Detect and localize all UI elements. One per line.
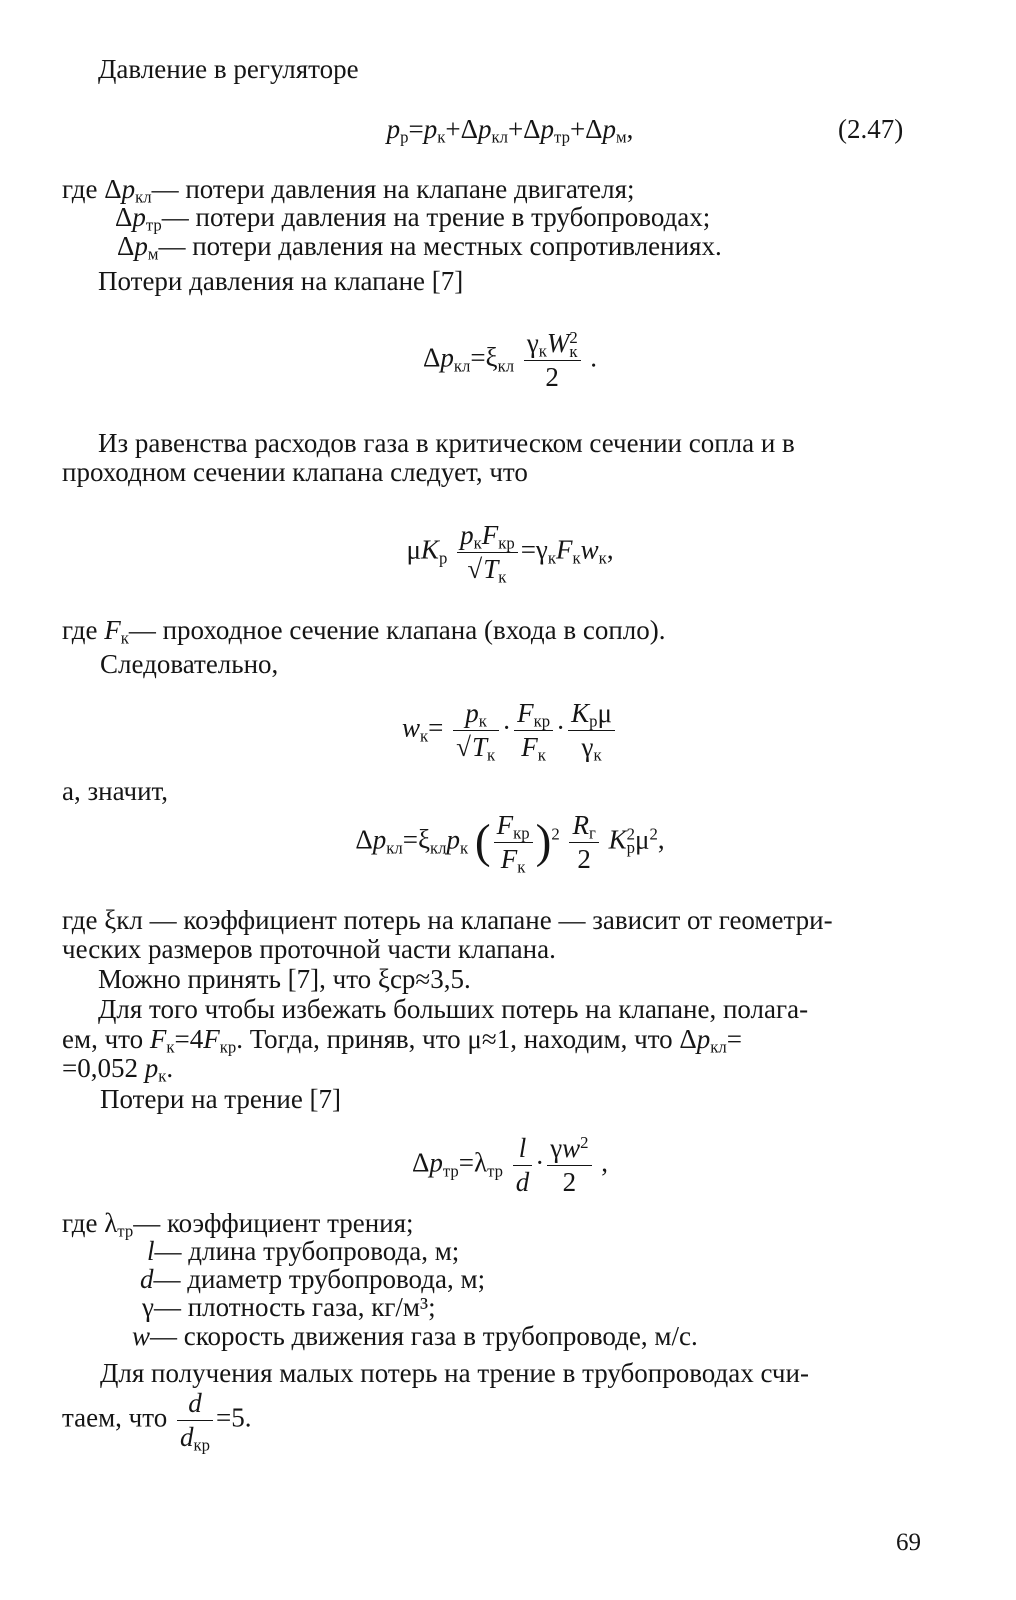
text-line: ем, что $F_к=4F_{кр}$. Тогда, приняв, что μ≈1, находим, что $\Delta p_{кл}=$	[62, 1024, 742, 1057]
definition-line: d— диаметр трубопровода, м;	[140, 1264, 486, 1294]
text-line: Для получения малых потерь на трение в трубопроводах счи-	[100, 1358, 809, 1388]
text-line: =0,052 $p_к$.	[62, 1053, 174, 1086]
definition-line: $\Delta p_м—$ потери давления на местных сопротивлениях.	[117, 231, 722, 264]
text-line: Потери на трение [7]	[100, 1084, 342, 1114]
equation-flow-equality: $\mu K_р$ $\frac{p_кF_{кр}}{√T_к}$ $=\gamma_кF_кw_к$,	[406, 520, 614, 587]
text-line: таем, что $\frac{d}{d_{кр}}$ =5.	[62, 1388, 252, 1455]
equation-number: (2.47)	[838, 114, 904, 144]
definition-line: l— длина трубопровода, м;	[147, 1236, 460, 1266]
definition-line: γ— плотность газа, кг/м³;	[142, 1292, 436, 1322]
text-line: Давление в регуляторе	[98, 54, 359, 84]
definition-line: $\Delta p_{тр}—$ потери давления на трение в трубопроводах;	[115, 202, 711, 235]
equation-friction-loss: $\Delta p_{тр}=\lambda_{тр}$ $\frac{l}{d}$ · $\frac{\gamma w^2}{2}$ ,	[411, 1132, 609, 1197]
text-line: а, значит,	[62, 776, 169, 806]
text-line: где ξкл — коэффициент потерь на клапане — зависит от геометри-	[62, 905, 833, 935]
equation-velocity: $w_к=$ $\frac{p_к}{√T_к}$ · $\frac{F_{кр}}{F_к}$ · $\frac{K_р\mu}{\gamma_к}$	[60, 700, 960, 761]
text-line: Для того чтобы избежать больших потерь на клапане, полага-	[98, 994, 809, 1024]
equation-2-47: $p_р=p_к+\Delta p_{кл}+\Delta p_{тр}+\Delta p_м$,	[386, 114, 634, 147]
text-line: Можно принять [7], что ξср≈3,5.	[98, 964, 471, 994]
definition-line: где $\Delta p_{кл}—$ потери давления на клапане двигателя;	[62, 174, 635, 207]
text-line: проходном сечении клапана следует, что	[62, 457, 528, 487]
text-line: Из равенства расходов газа в критическом сечении сопла и в	[98, 428, 795, 458]
text-line: Следовательно,	[100, 649, 279, 679]
definition-line: w— скорость движения газа в трубопроводе, м/с.	[132, 1321, 698, 1351]
definition-line: где $\lambda_{тр}—$ коэффициент трения;	[62, 1208, 414, 1241]
text-line: Потери давления на клапане [7]	[98, 266, 464, 296]
definition-line: где $F_к—$ проходное сечение клапана (входа в сопло).	[62, 615, 666, 648]
equation-valve-loss: $\Delta p_{кл}=\xi_{кл}$ $\frac{\gamma_кW^2_к}{2}$ .	[422, 327, 598, 392]
page-number: 69	[896, 1529, 921, 1556]
equation-valve-loss-derived: $\Delta p_{кл}=\xi_{кл}p_к$ ( $\frac{F_{кр}}{F_к}$ )$^2$ $\frac{R_г}{2}$ $K^2_р\mu^2$,	[355, 810, 665, 877]
text-line: ческих размеров проточной части клапана.	[62, 934, 556, 964]
